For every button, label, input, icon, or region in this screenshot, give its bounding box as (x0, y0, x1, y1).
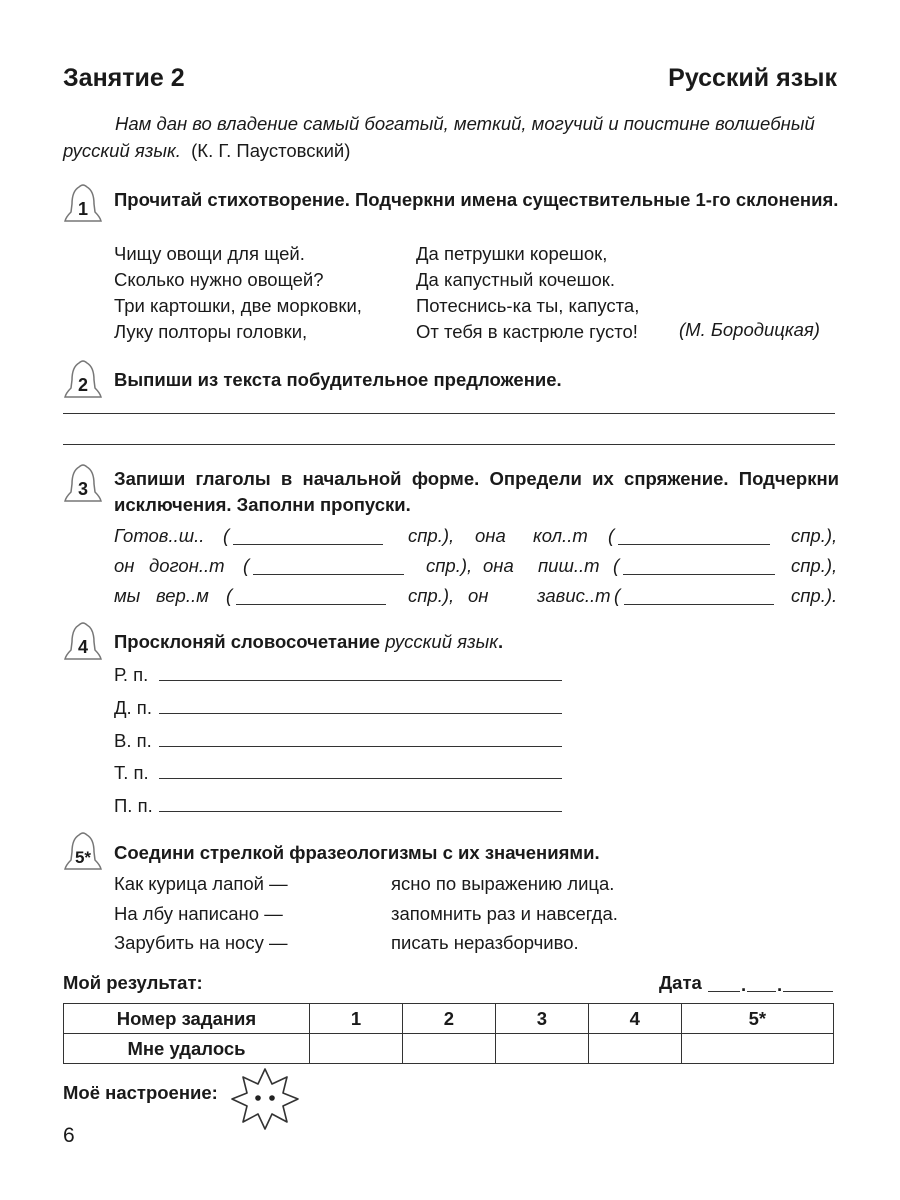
mood-label: Моё настроение: (63, 1082, 218, 1103)
case-label: П. п. (114, 795, 153, 816)
task-number-cell: 5* (681, 1004, 833, 1034)
verb-word: он (468, 585, 489, 606)
epigraph-author: (К. Г. Паустовский) (191, 140, 351, 161)
verb-word: спр.), (408, 525, 455, 546)
answer-blank[interactable] (623, 574, 775, 575)
verb-word: ( (608, 525, 615, 546)
answer-line[interactable] (63, 444, 835, 445)
task-1-number: 1 (77, 199, 89, 219)
task-number-cell: 2 (402, 1004, 495, 1034)
task-3-number: 3 (77, 479, 89, 499)
task-number-cell: 3 (495, 1004, 588, 1034)
verb-word: мы (114, 585, 141, 606)
epigraph-quote: Нам дан во владение самый богатый, меткий, могучий и поистине волшебный русский язык. (63, 113, 815, 161)
date-day-blank[interactable] (708, 991, 740, 992)
table-row-label: Мне удалось (64, 1034, 310, 1064)
task-4-phrase: русский язык (385, 631, 498, 652)
verb-word: ( (223, 525, 230, 546)
table-row (64, 1004, 834, 1034)
verb-word: спр.), (408, 585, 455, 606)
task-1-title: Прочитай стихотворение. Подчеркни имена существительные 1-го склонения. (114, 189, 839, 210)
task-5-title: Соедини стрелкой фразеологизмы с их значениями. (114, 842, 600, 863)
verb-word: завис..т (537, 585, 611, 606)
task-number-cell: 4 (588, 1004, 681, 1034)
poem-author: (М. Бородицкая) (679, 319, 820, 340)
verb-word: она (475, 525, 506, 546)
case-answer-line[interactable] (159, 811, 562, 812)
task-5-number: 5* (74, 848, 92, 867)
result-table (63, 1003, 834, 1064)
poem-line: Сколько нужно овощей? (114, 269, 324, 290)
case-answer-line[interactable] (159, 713, 562, 714)
page-number: 6 (63, 1124, 75, 1147)
idiom-phrase: Зарубить на носу — (114, 932, 288, 953)
task-2-title: Выпиши из текста побудительное предложение. (114, 369, 562, 390)
verb-row (114, 585, 839, 611)
verb-word: спр.). (791, 585, 838, 606)
answer-blank[interactable] (253, 574, 404, 575)
date-separator: . (777, 974, 783, 995)
verb-word: спр.), (426, 555, 473, 576)
task-3-title: Запиши глаголы в начальной форме. Определи их спряжение. Подчеркни исключения. Заполни пропуски. (114, 468, 839, 515)
poem-line: Три картошки, две морковки, (114, 295, 362, 316)
date-month-blank[interactable] (747, 991, 776, 992)
verb-word: пиш..т (538, 555, 600, 576)
poem-line: Да петрушки корешок, (416, 243, 608, 264)
result-cell[interactable] (588, 1034, 681, 1064)
verb-word: ( (243, 555, 250, 576)
epigraph (63, 110, 839, 164)
poem-line: Луку полторы головки, (114, 321, 308, 342)
verb-word: вер..м (156, 585, 209, 606)
table-header-label: Номер задания (64, 1004, 310, 1034)
idiom-meaning: ясно по выражению лица. (391, 873, 615, 894)
result-cell[interactable] (402, 1034, 495, 1064)
answer-blank[interactable] (624, 604, 774, 605)
verb-word: спр.), (791, 555, 838, 576)
bell-icon (62, 182, 104, 226)
result-cell[interactable] (681, 1034, 833, 1064)
case-label: В. п. (114, 730, 152, 751)
result-label: Мой результат: (63, 972, 203, 993)
task-2-number: 2 (77, 375, 89, 395)
verb-word: кол..т (533, 525, 588, 546)
mood-star-icon[interactable] (229, 1066, 301, 1132)
task-4-number: 4 (77, 637, 89, 657)
task-4-title: Просклоняй словосочетание русский язык. (114, 631, 504, 652)
verb-word: Готов..ш.. (114, 525, 205, 546)
verb-word: ( (226, 585, 233, 606)
bell-icon (62, 620, 104, 664)
poem-line: Потеснись-ка ты, капуста, (416, 295, 640, 316)
bell-icon (62, 830, 104, 874)
case-label: Т. п. (114, 762, 149, 783)
case-answer-line[interactable] (159, 680, 562, 681)
verb-word: догон..т (149, 555, 225, 576)
verb-word: она (483, 555, 514, 576)
poem-line: От тебя в кастрюле густо! (416, 321, 638, 342)
poem-line: Да капустный кочешок. (416, 269, 615, 290)
table-row (64, 1034, 834, 1064)
answer-line[interactable] (63, 413, 835, 414)
task-number-cell: 1 (310, 1004, 403, 1034)
answer-blank[interactable] (236, 604, 386, 605)
verb-word: ( (613, 555, 620, 576)
lesson-title: Занятие 2 (63, 64, 185, 92)
poem-line: Чищу овощи для щей. (114, 243, 305, 264)
date-year-blank[interactable] (783, 991, 833, 992)
result-cell[interactable] (495, 1034, 588, 1064)
date-separator: . (741, 974, 747, 995)
verb-row (114, 525, 839, 551)
verb-word: ( (614, 585, 621, 606)
idiom-phrase: На лбу написано — (114, 903, 283, 924)
case-answer-line[interactable] (159, 746, 562, 747)
idiom-phrase: Как курица лапой — (114, 873, 288, 894)
subject-title: Русский язык (668, 64, 837, 92)
verb-row (114, 555, 839, 581)
result-cell[interactable] (310, 1034, 403, 1064)
answer-blank[interactable] (233, 544, 383, 545)
verb-word: он (114, 555, 135, 576)
date-label: Дата (659, 972, 702, 993)
case-label: Д. п. (114, 697, 152, 718)
verb-word: спр.), (791, 525, 838, 546)
bell-icon (62, 358, 104, 402)
idiom-meaning: запомнить раз и навсегда. (391, 903, 618, 924)
idiom-meaning: писать неразборчиво. (391, 932, 579, 953)
answer-blank[interactable] (618, 544, 770, 545)
bell-icon (62, 462, 104, 506)
case-label: Р. п. (114, 664, 149, 685)
case-answer-line[interactable] (159, 778, 562, 779)
